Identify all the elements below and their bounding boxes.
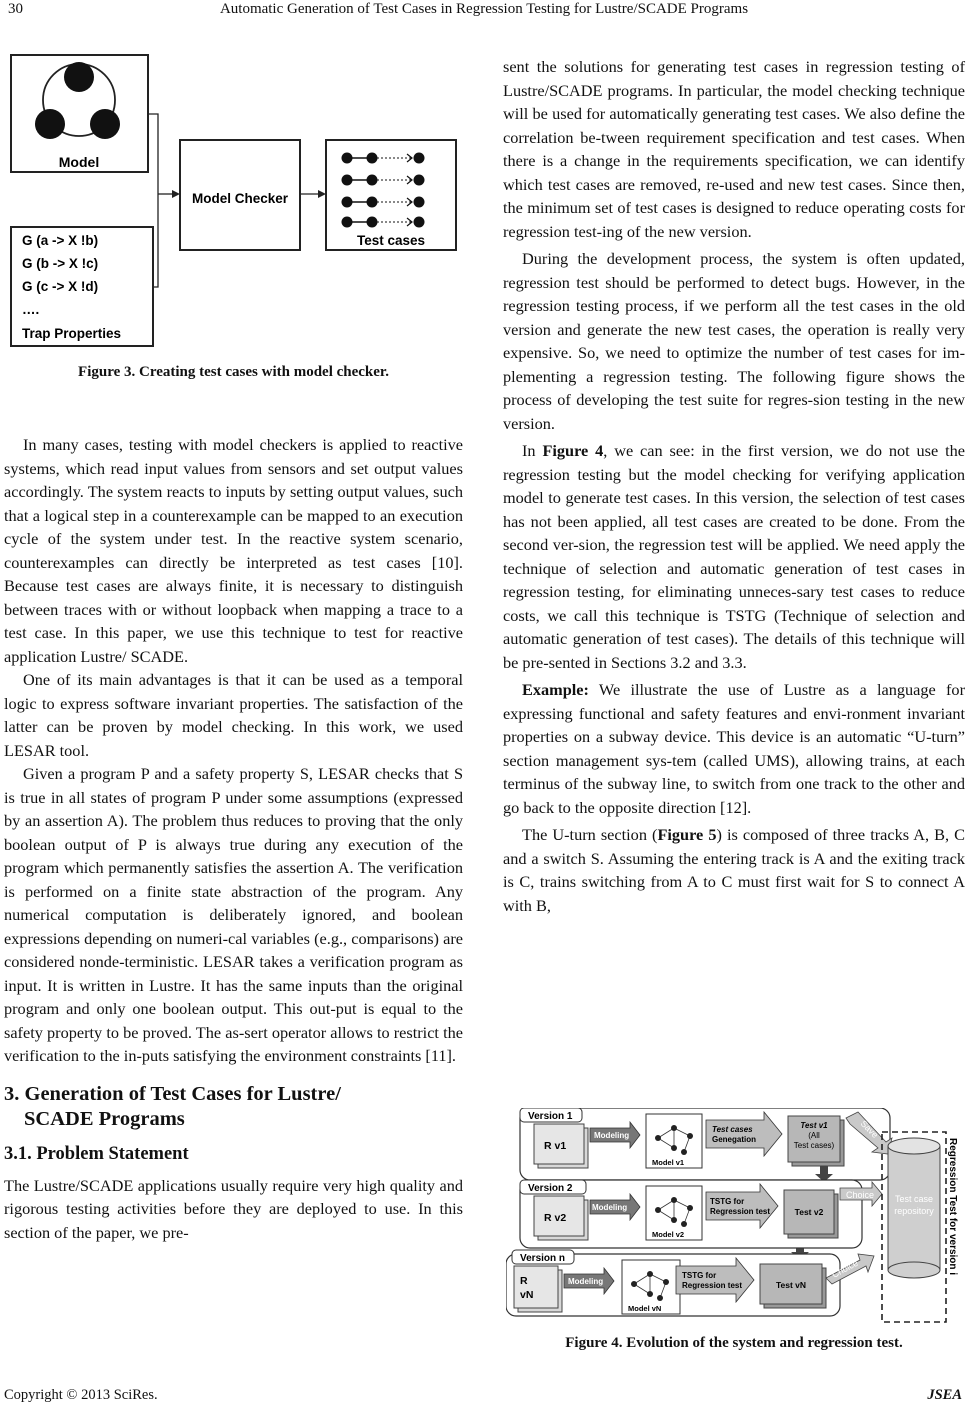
generation-label-2: Genegation <box>712 1135 757 1144</box>
subsection-heading: 3.1. Problem Statement <box>4 1143 189 1164</box>
tstg-label-1: TSTG for <box>682 1271 717 1280</box>
requirement-vn: vN <box>520 1289 534 1301</box>
version-2-panel <box>520 1180 862 1248</box>
tstg-label-2: Regression test <box>710 1207 771 1216</box>
paragraph <box>503 823 965 917</box>
requirement-v2: R v2 <box>544 1212 567 1224</box>
paragraph: Given a program P and a safety property S, LESAR checks that S is true in all states of program P under some assumptions (expressed by an assertion A). The problem thus reduces to proving that the only boolean output of P is always true during any execution of the program which permanently satisfies the assertion A. The verification is performed on a finite state abstraction of the program. Any numerical computation is deliberately ignored, and boolean expressions depending on numeri-cal variables (e.g., comparisons) are considered nonde-terministic. LESAR takes a verification program as input. It is written in Lustre. It has the same inputs than the original program and only one boolean output. This out-put is equal to the safety property to be proved. The as-sert operator allows to restrict the verification to the in-puts satisfying the environment constraints [11]. <box>4 764 463 1065</box>
figure-reference: Figure 5 <box>657 825 717 844</box>
model-node <box>64 62 94 92</box>
model-checker-label: Model Checker <box>191 191 289 206</box>
figure-3 <box>8 52 463 348</box>
tstg-label-1: TSTG for <box>710 1197 745 1206</box>
model-node <box>35 109 65 139</box>
requirement-v1: R v1 <box>544 1140 567 1152</box>
figure-3-caption: Figure 3. Creating test cases with model checker. <box>78 364 389 380</box>
version-1-label: Version 1 <box>528 1111 573 1122</box>
model-node <box>90 109 120 139</box>
model-box <box>11 55 148 172</box>
running-title: Automatic Generation of Test Cases in Regression Testing for Lustre/SCADE Programs <box>219 1 749 17</box>
generation-label-1: Test cases <box>712 1125 753 1134</box>
example-label: Example: <box>522 680 589 699</box>
paragraph: During the development process, the system is often updated, regression test should be performed to detect bugs. However, in the regression testing process, if we perform all the test cases in the old version and generate the new test cases, the operation is really very expensive. So, we need to optimize the number of test cases for im-plementing a regression testing. The following figure shows the process of developing the test suite for regres-sion testing in the new version. <box>503 249 965 433</box>
right-column <box>503 55 965 917</box>
model-v2-label: Model v2 <box>652 1230 685 1239</box>
version-1-panel <box>520 1108 890 1180</box>
figure-reference: Figure 4 <box>542 441 604 460</box>
test-cases-box <box>326 140 456 250</box>
text-run: ) is composed of three tracks A, B, C and a switch S. Assuming the entering track is A and the exiting track is C, trains switching from A to C must first wait for S to connect A with B, <box>503 825 965 915</box>
modeling-label: Modeling <box>594 1131 630 1140</box>
page-number: 30 <box>8 1 23 17</box>
text-run: , we can see: in the first version, we do not use the regression testing but the model checking for verifying application model to generate test cases. In this version, the selection of test cases has not been applied, all test cases are created to be done. From the second ver-sion, the regression test will be applied. We need apply the technique of selection and automatic generation of test cases in regression testing, for eliminating unneces-sary test cases to reduce costs, we call this technique is TSTG (Technique of selection and automatic generation of test cases). The details of this technique will be pre-sented in Sections 3.2 and 3.3. <box>503 441 965 672</box>
model-v1-label: Model v1 <box>652 1158 685 1167</box>
trap-label: Trap Properties <box>22 326 122 341</box>
model-label: Model <box>58 154 100 170</box>
modeling-label: Modeling <box>592 1203 628 1212</box>
trap-property: G (c -> X !d) <box>22 279 99 294</box>
text-run: In <box>522 441 543 460</box>
page-header <box>0 0 968 22</box>
trap-property: G (a -> X !b) <box>22 233 99 248</box>
test-vn-label: Test vN <box>775 1280 807 1290</box>
trap-property: G (b -> X !c) <box>22 256 99 271</box>
journal-name: JSEA <box>927 1387 962 1403</box>
arrow-checker-to-tests <box>300 190 326 198</box>
test-v2-label: Test v2 <box>794 1207 824 1217</box>
version-n-label: Version n <box>520 1253 566 1264</box>
paragraph <box>503 678 965 819</box>
figure-4-caption: Figure 4. Evolution of the system and regression test. <box>565 1335 903 1351</box>
text-run: We illustrate the use of Lustre as a language for expressing functional and safety features and envi-ronment invariant properties on a subway device. This device is an automatic “U-turn” section management sys-tem (called UMS), allowing trains, at each terminus of the subway line, to switch from one track to the other and go back to the opposite direction [12]. <box>503 680 965 817</box>
figure-4 <box>506 1108 964 1330</box>
requirement-vn: R <box>520 1275 528 1287</box>
test-v1-label: Test v1 <box>800 1121 828 1130</box>
paragraph: One of its main advantages is that it can be used as a temporal logic to express software invariant properties. The satisfaction of the latter can be proven by model checking. In this work, we used LESAR tool. <box>4 670 463 760</box>
repository-label: repository <box>894 1206 934 1216</box>
version-n-panel <box>506 1250 840 1316</box>
choice-label: Choice <box>846 1190 875 1200</box>
paragraph <box>503 439 965 674</box>
repository-icon <box>888 1138 940 1278</box>
paragraph: The Lustre/SCADE applications usually require very high quality and rigorous testing activities before they are deployed to use. In this section of the paper, we pre- <box>4 1175 463 1242</box>
trap-property: …. <box>22 302 40 317</box>
regression-side-label: Regression Test for version i <box>947 1138 958 1276</box>
copyright: Copyright © 2013 SciRes. <box>4 1387 158 1403</box>
paragraph: sent the solutions for generating test cases in regression testing of Lustre/SCADE programs. In particular, the model checking technique will be used for automatically generating test cases. We also define the correlation be-tween requirement specification and test cases. When there is a change in the requirements specification, we can identify which test cases are removed, re-used and new test cases. Since then, the minimum set of test cases is designed to reduce operating costs for regression test-ing of the new version. <box>503 57 965 241</box>
section-heading-line: SCADE Programs <box>24 1107 185 1130</box>
test-v1-sub: Test cases) <box>793 1141 835 1150</box>
choice-label: Choice <box>830 1257 860 1280</box>
section-heading <box>4 1082 463 1132</box>
tstg-label-2: Regression test <box>682 1281 743 1290</box>
section-heading-line: 3. Generation of Test Cases for Lustre/ <box>4 1082 341 1105</box>
repository-label: Test case <box>894 1194 934 1204</box>
modeling-label: Modeling <box>568 1277 604 1286</box>
trap-properties-box <box>11 227 153 346</box>
test-cases-label: Test cases <box>356 233 426 248</box>
save-label: Save <box>858 1118 881 1140</box>
model-vn-label: Model vN <box>628 1304 662 1313</box>
paragraph: In many cases, testing with model checkers is applied to reactive systems, which read input values from sensors and set output values accordingly. The system reacts to inputs by setting output values, such that a logical step in a counterexample can be mapped to an execution cycle of the system under test. In the reactive system scenario, counterexamples can directly be interpreted as test cases [10]. Because test cases are always finite, it is necessary to distinguish between traces with or without loopback when mapping a trace to a test case. In this paper, we use this technique to test for reactive application Lustre/ SCADE. <box>4 435 463 666</box>
left-column <box>4 433 463 1244</box>
version-2-label: Version 2 <box>528 1183 573 1194</box>
model-checker-box <box>180 140 300 250</box>
test-v1-sub: (All <box>808 1131 820 1140</box>
text-run: The U-turn section ( <box>522 825 658 844</box>
